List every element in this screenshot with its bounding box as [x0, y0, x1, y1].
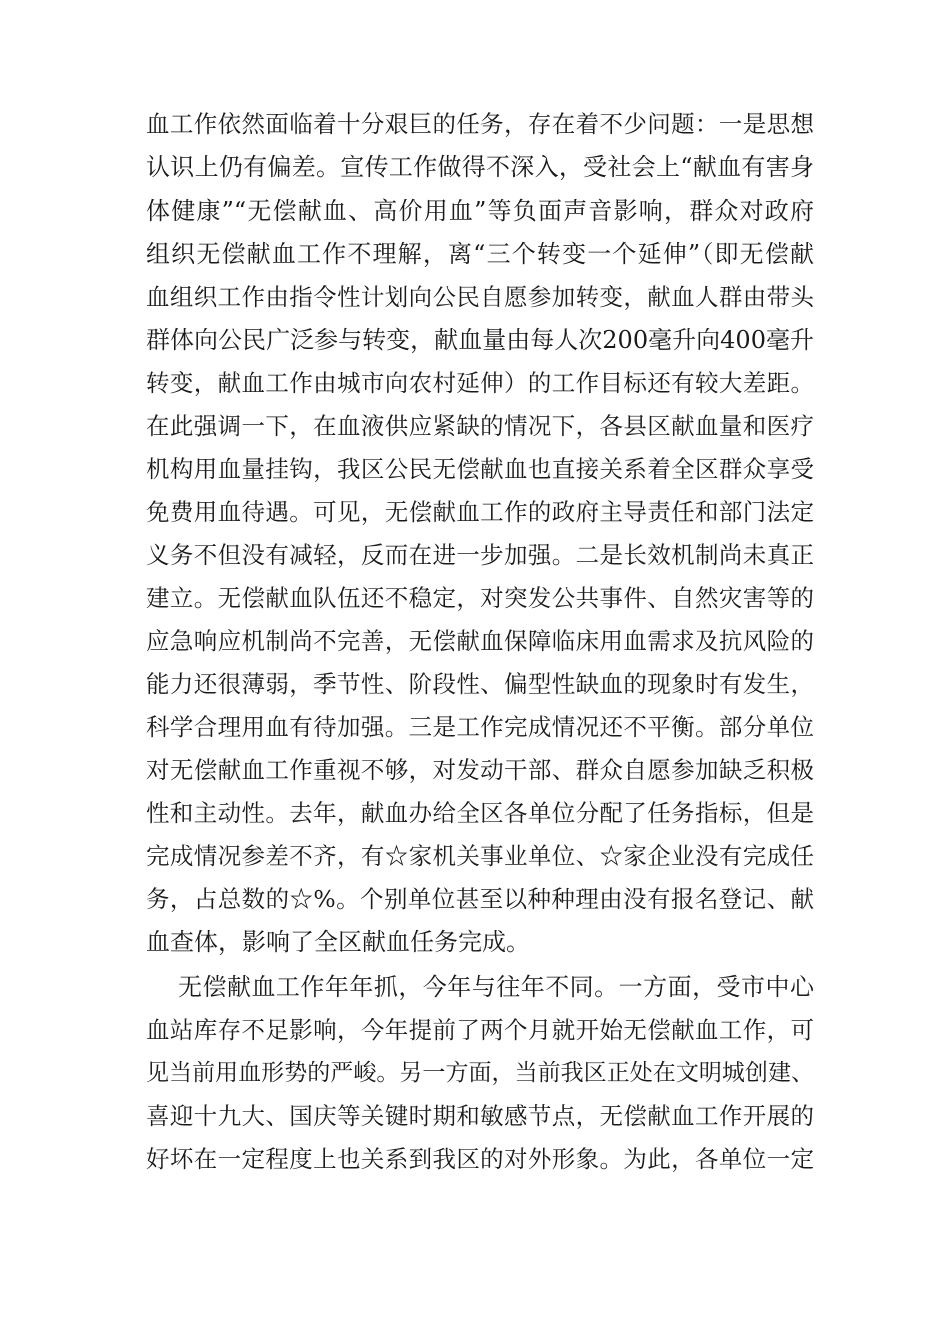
text-line: 见当前用血形势的严峻。另一方面，当前我区正处在文明城创建、 [146, 1060, 814, 1086]
text-line: 好坏在一定程度上也关系到我区的对外形象。为此，各单位一定 [146, 1145, 814, 1173]
text-line: 在此强调一下，在血液供应紧缺的情况下，各县区献血量和医疗 [146, 412, 814, 440]
text-line: 血查体，影响了全区献血任务完成。 [146, 928, 530, 956]
text-line: 对无偿献血工作重视不够，对发动干部、群众自愿参加缺乏积极 [146, 756, 814, 784]
text-line: 科学合理用血有待加强。三是工作完成情况还不平衡。部分单位 [146, 713, 814, 741]
text-line: 机构用血量挂钩，我区公民无偿献血也直接关系着全区群众享受 [146, 455, 814, 483]
text-line: 能力还很薄弱，季节性、阶段性、偏型性缺血的现象时有发生， [146, 670, 814, 698]
text-line: 血工作依然面临着十分艰巨的任务，存在着不少问题：一是思想 [146, 110, 814, 138]
text-line: 应急响应机制尚不完善，无偿献血保障临床用血需求及抗风险的 [146, 627, 814, 655]
text-line: 性和主动性。去年，献血办给全区各单位分配了任务指标，但是 [146, 799, 814, 827]
text-line: 义务不但没有减轻，反而在进一步加强。二是长效机制尚未真正 [146, 541, 814, 569]
paragraph-first-line: 无偿献血工作年年抓，今年与往年不同。一方面，受市中心 [178, 973, 814, 1001]
text-line: 务，占总数的☆%。个别单位甚至以种种理由没有报名登记、献 [146, 885, 814, 913]
text-line: 组织无偿献血工作不理解，离“三个转变一个延伸”（即无偿献 [146, 240, 814, 268]
text-line: 建立。无偿献血队伍还不稳定，对突发公共事件、自然灾害等的 [146, 584, 814, 612]
text-line: 体健康”“无偿献血、高价用血”等负面声音影响，群众对政府 [146, 197, 814, 225]
text-line: 免费用血待遇。可见，无偿献血工作的政府主导责任和部门法定 [146, 498, 814, 526]
text-line: 转变，献血工作由城市向农村延伸）的工作目标还有较大差距。 [146, 369, 814, 397]
text-line: 完成情况参差不齐，有☆家机关事业单位、☆家企业没有完成任 [146, 842, 814, 870]
text-line: 认识上仍有偏差。宣传工作做得不深入，受社会上“献血有害身 [146, 153, 814, 181]
text-line: 血站库存不足影响，今年提前了两个月就开始无偿献血工作，可 [146, 1016, 814, 1044]
text-line: 血组织工作由指令性计划向公民自愿参加转变，献血人群由带头 [146, 283, 814, 311]
text-line: 喜迎十九大、国庆等关键时期和敏感节点，无偿献血工作开展的 [146, 1102, 814, 1130]
text-line: 群体向公民广泛参与转变，献血量由每人次200毫升向400毫升 [146, 326, 814, 354]
